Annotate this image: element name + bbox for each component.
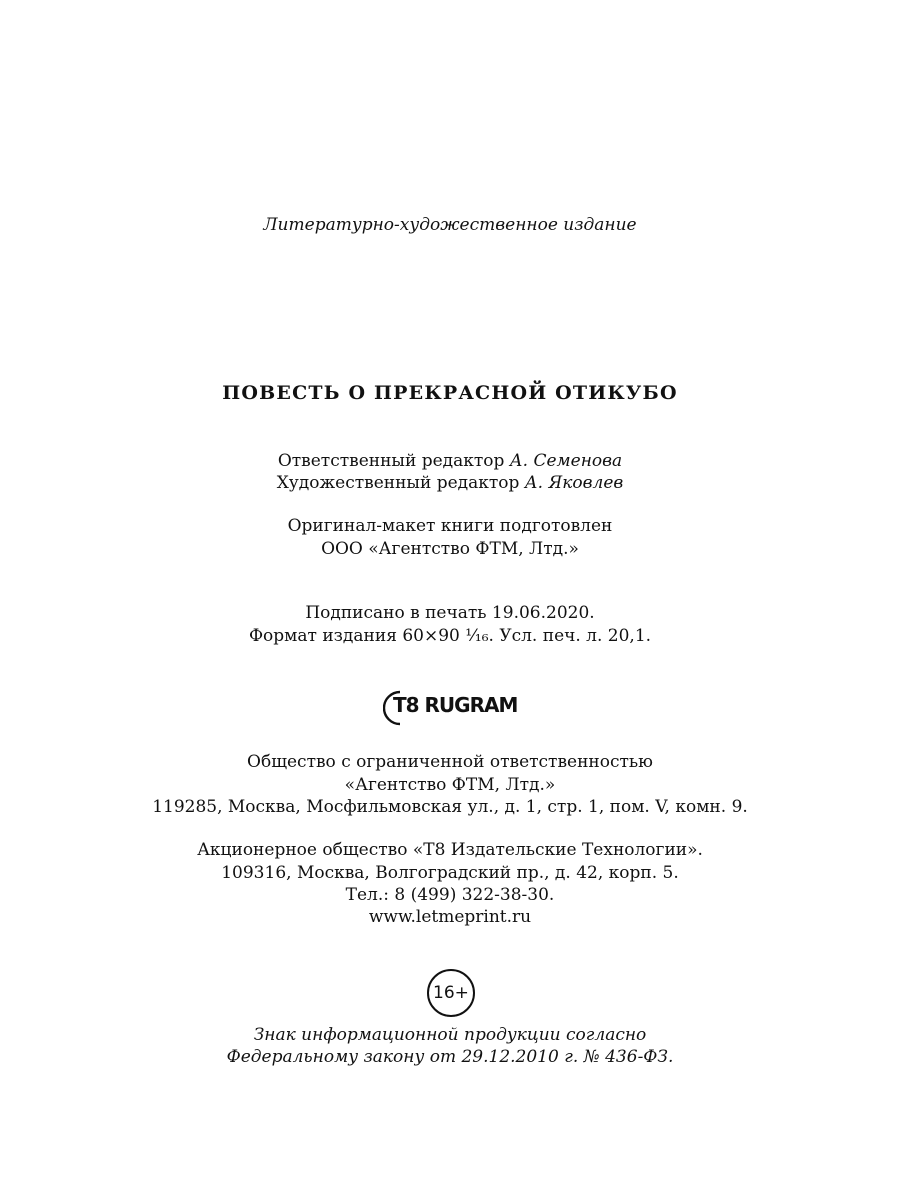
printer-phone: Тел.: 8 (499) 322-38-30. <box>345 885 555 905</box>
managing-editor-line <box>0 450 900 472</box>
age-notice-line1: Знак информационной продукции согласно <box>253 1025 647 1045</box>
layout-credit-line1: Оригинал-макет книги подготовлен <box>287 516 613 536</box>
printer-website: www.letmeprint.ru <box>368 907 532 927</box>
layout-credit-line2: ООО «Агентство ФТМ, Лтд.» <box>321 539 579 559</box>
age-rating-badge: 16+ <box>427 969 475 1017</box>
managing-editor-label: Ответственный редактор <box>277 451 510 471</box>
edition-type: Литературно-художественное издание <box>263 215 637 235</box>
rugram-logo <box>383 689 523 727</box>
age-notice-line2: Федеральному закону от 29.12.2010 г. № 436-ФЗ. <box>226 1047 674 1067</box>
printer-address: 109316, Москва, Волгоградский пр., д. 42, корп. 5. <box>221 863 679 883</box>
publisher-line2: «Агентство ФТМ, Лтд.» <box>344 775 556 795</box>
print-signed: Подписано в печать 19.06.2020. <box>305 603 595 623</box>
publisher-address: 119285, Москва, Мосфильмовская ул., д. 1, стр. 1, пом. V, комн. 9. <box>152 797 748 817</box>
managing-editor-name: А. Семенова <box>509 451 623 471</box>
art-editor-name: А. Яковлев <box>524 473 624 493</box>
publisher-line1: Общество с ограниченной ответственностью <box>247 752 653 772</box>
art-editor-label: Художественный редактор <box>276 473 525 493</box>
logo-text: T8 RUGRAM <box>393 693 518 717</box>
print-format: Формат издания 60×90 ¹⁄₁₆. Усл. печ. л. 20,1. <box>248 626 652 646</box>
printer-line1: Акционерное общество «Т8 Издательские Технологии». <box>197 840 703 860</box>
book-title: ПОВЕСТЬ О ПРЕКРАСНОЙ ОТИКУБО <box>222 382 678 404</box>
art-editor-line <box>0 472 900 494</box>
